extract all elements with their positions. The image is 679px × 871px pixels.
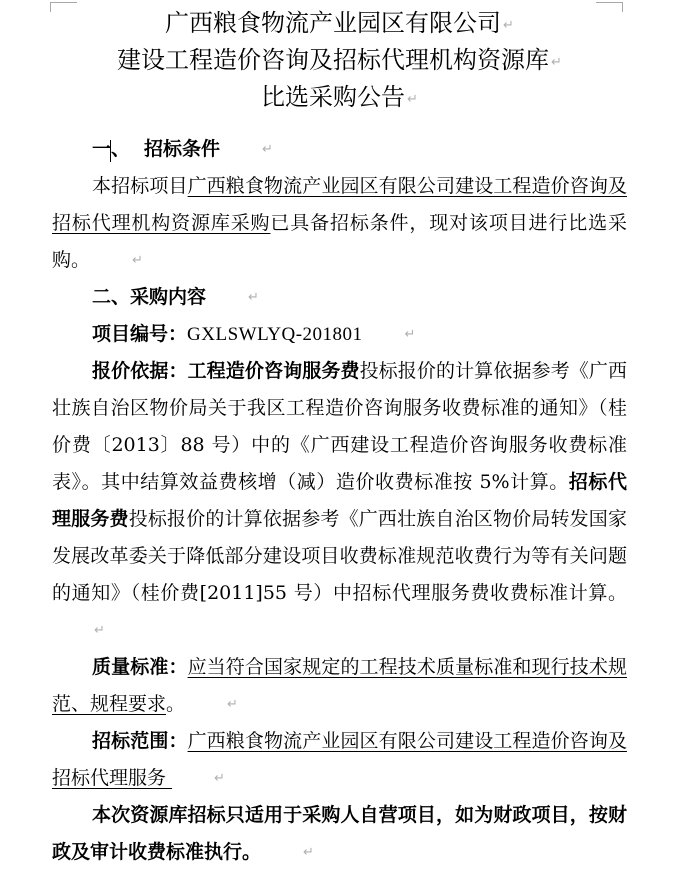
quote-basis-label: 报价依据： — [92, 360, 188, 382]
paragraph-mark: ↵ — [132, 253, 143, 268]
document-body — [52, 131, 627, 871]
section-title-1: 招标条件 — [144, 138, 221, 160]
paragraph-mark: ↵ — [303, 845, 314, 860]
paragraph-mark: ↵ — [227, 697, 238, 712]
section-title-2: 二、采购内容 — [92, 286, 207, 308]
paragraph-mark: ↵ — [94, 623, 105, 638]
bid-scope-value: 广西粮食物流产业园区有限公司建设工程造价咨询及招标代理服务 — [52, 730, 627, 789]
project-number-row — [52, 316, 627, 353]
document-title — [52, 0, 627, 117]
quality-standard-label: 质量标准： — [92, 656, 188, 678]
section-1-text-post: 已具备招标条件，现对该项目进行比选采购。 — [52, 212, 627, 271]
quote-basis-term-2: 招标代理服务费 — [52, 471, 627, 530]
section-1-text-pre: 本招标项目 — [92, 175, 188, 197]
paragraph-mark: ↵ — [551, 55, 562, 70]
quote-basis-paragraph — [52, 353, 627, 649]
bid-scope-label: 招标范围： — [92, 730, 188, 752]
paragraph-mark: ↵ — [214, 771, 225, 786]
paragraph-mark: ↵ — [248, 290, 259, 305]
document-page — [52, 0, 627, 871]
section-1-paragraph — [52, 168, 627, 279]
paragraph-mark: ↵ — [503, 18, 514, 33]
paragraph-mark: ↵ — [262, 142, 273, 157]
paragraph-mark: ↵ — [404, 327, 416, 342]
closing-note-text: 本次资源库招标只适用于采购人自营项目，如为财政项目，按财政及审计收费标准执行。 — [52, 804, 627, 863]
section-number-1: 一、 — [92, 138, 131, 160]
quote-basis-text-1: 投标报价的计算依据参考《广西壮族自治区物价局关于我区工程造价咨询服务收费标准的通知》（桂价费〔2013〕88 号）中的《广西建设工程造价咨询服务收费标准表》。其中结算效益费核增（减）造价收费标准按 5%计算。 — [52, 360, 627, 493]
quality-standard-paragraph: 质量标准：应当符合国家规定的工程技术质量标准和现行技术规范、规程要求。 ↵ — [52, 649, 627, 723]
project-number-value: GXLSWLYQ-201801 — [187, 324, 363, 345]
title-line-1: 广西粮食物流产业园区有限公司 ↵ — [52, 6, 627, 43]
quote-basis-text-2: 投标报价的计算依据参考《广西壮族自治区物价局转发国家发展改革委关于降低部分建设项目收费标准规范收费行为等有关问题的通知》（桂价费[2011]55 号）中招标代理服务费收费标准计算。 — [52, 508, 627, 604]
project-number-label: 项目编号： — [92, 323, 188, 345]
bid-scope-paragraph — [52, 723, 627, 797]
quality-standard-value: 应当符合国家规定的工程技术质量标准和现行技术规范、规程要求 — [52, 656, 627, 715]
section-heading-1 — [52, 131, 627, 168]
section-1-text-underlined: 广西粮食物流产业园区有限公司建设工程造价咨询及招标代理机构资源库采购 — [52, 175, 627, 234]
quote-basis-term-1: 工程造价咨询服务费 — [187, 360, 360, 382]
title-line-3: 比选采购公告 ↵ — [52, 80, 627, 117]
closing-note-paragraph — [52, 797, 627, 871]
section-heading-2 — [52, 279, 627, 316]
title-line-2: 建设工程造价咨询及招标代理机构资源库 ↵ — [52, 43, 627, 80]
paragraph-mark: ↵ — [407, 92, 418, 107]
